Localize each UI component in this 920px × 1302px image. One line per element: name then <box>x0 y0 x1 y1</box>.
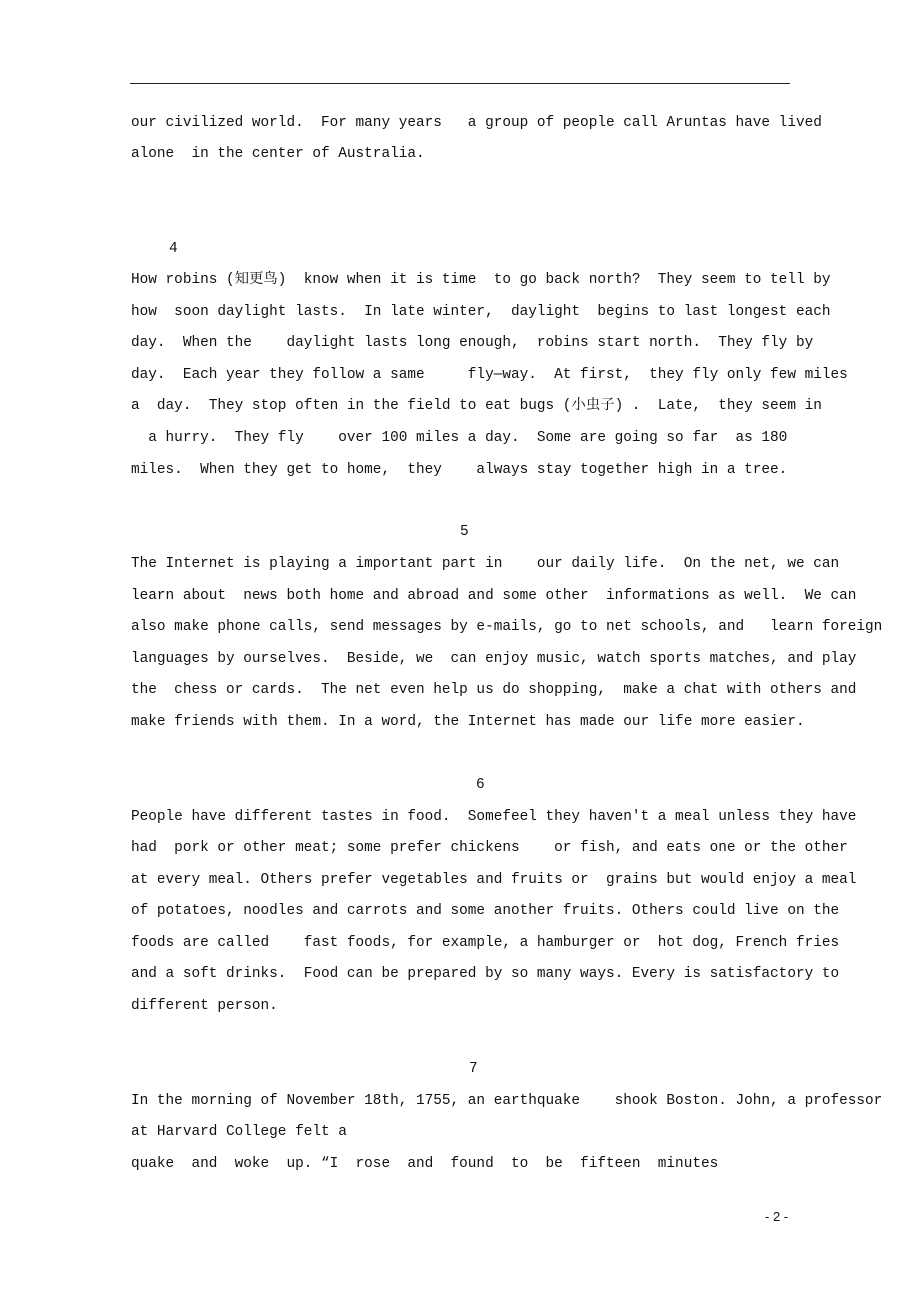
passage-line: How robins (知更鸟) know when it is time to go back north? They seem to tell by <box>131 272 831 288</box>
passage-line: at Harvard College felt a <box>131 1124 347 1140</box>
passage-line: make friends with them. In a word, the Internet has made our life more easier. <box>131 714 805 730</box>
header-rule <box>130 83 790 84</box>
passage-line: of potatoes, noodles and carrots and some another fruits. Others could live on the <box>131 903 840 919</box>
passage-line: day. Each year they follow a same fly—way. At first, they fly only few miles <box>131 367 848 383</box>
passage-number: 4 <box>169 241 178 257</box>
passage-number: 5 <box>460 524 469 540</box>
passage-line: learn about news both home and abroad and some other informations as well. We can <box>131 588 857 604</box>
passage-line: foods are called fast foods, for example, a hamburger or hot dog, French fries <box>131 935 840 951</box>
passage-number: 6 <box>476 777 485 793</box>
passage-line: miles. When they get to home, they always stay together high in a tree. <box>131 462 788 478</box>
passage-line: alone in the center of Australia. <box>131 146 425 162</box>
passage-line: In the morning of November 18th, 1755, an earthquake shook Boston. John, a professor <box>131 1093 883 1109</box>
passage-line: People have different tastes in food. Somefeel they haven't a meal unless they have <box>131 809 857 825</box>
passage-line: had pork or other meat; some prefer chickens or fish, and eats one or the other <box>131 840 848 856</box>
passage-line: quake and woke up. “I rose and found to be fifteen minutes <box>131 1156 719 1172</box>
passage-line: how soon daylight lasts. In late winter, daylight begins to last longest each <box>131 304 831 320</box>
passage-line: and a soft drinks. Food can be prepared by so many ways. Every is satisfactory to <box>131 966 840 982</box>
passage-line: different person. <box>131 998 278 1014</box>
passage-line: day. When the daylight lasts long enough, robins start north. They fly by <box>131 335 814 351</box>
passage-line: at every meal. Others prefer vegetables and fruits or grains but would enjoy a meal <box>131 872 857 888</box>
passage-line: our civilized world. For many years a group of people call Aruntas have lived <box>131 115 822 131</box>
passage-line: The Internet is playing a important part in our daily life. On the net, we can <box>131 556 840 572</box>
passage-number: 7 <box>469 1061 478 1077</box>
page-number: - 2 - <box>765 1209 789 1224</box>
passage-line: languages by ourselves. Beside, we can enjoy music, watch sports matches, and play <box>131 651 857 667</box>
passage-line: a hurry. They fly over 100 miles a day. Some are going so far as 180 <box>131 430 788 446</box>
passage-line: also make phone calls, send messages by e-mails, go to net schools, and learn foreign <box>131 619 883 635</box>
passage-line: the chess or cards. The net even help us do shopping, make a chat with others and <box>131 682 857 698</box>
passage-line: a day. They stop often in the field to eat bugs (小虫子) . Late, they seem in <box>131 398 822 414</box>
